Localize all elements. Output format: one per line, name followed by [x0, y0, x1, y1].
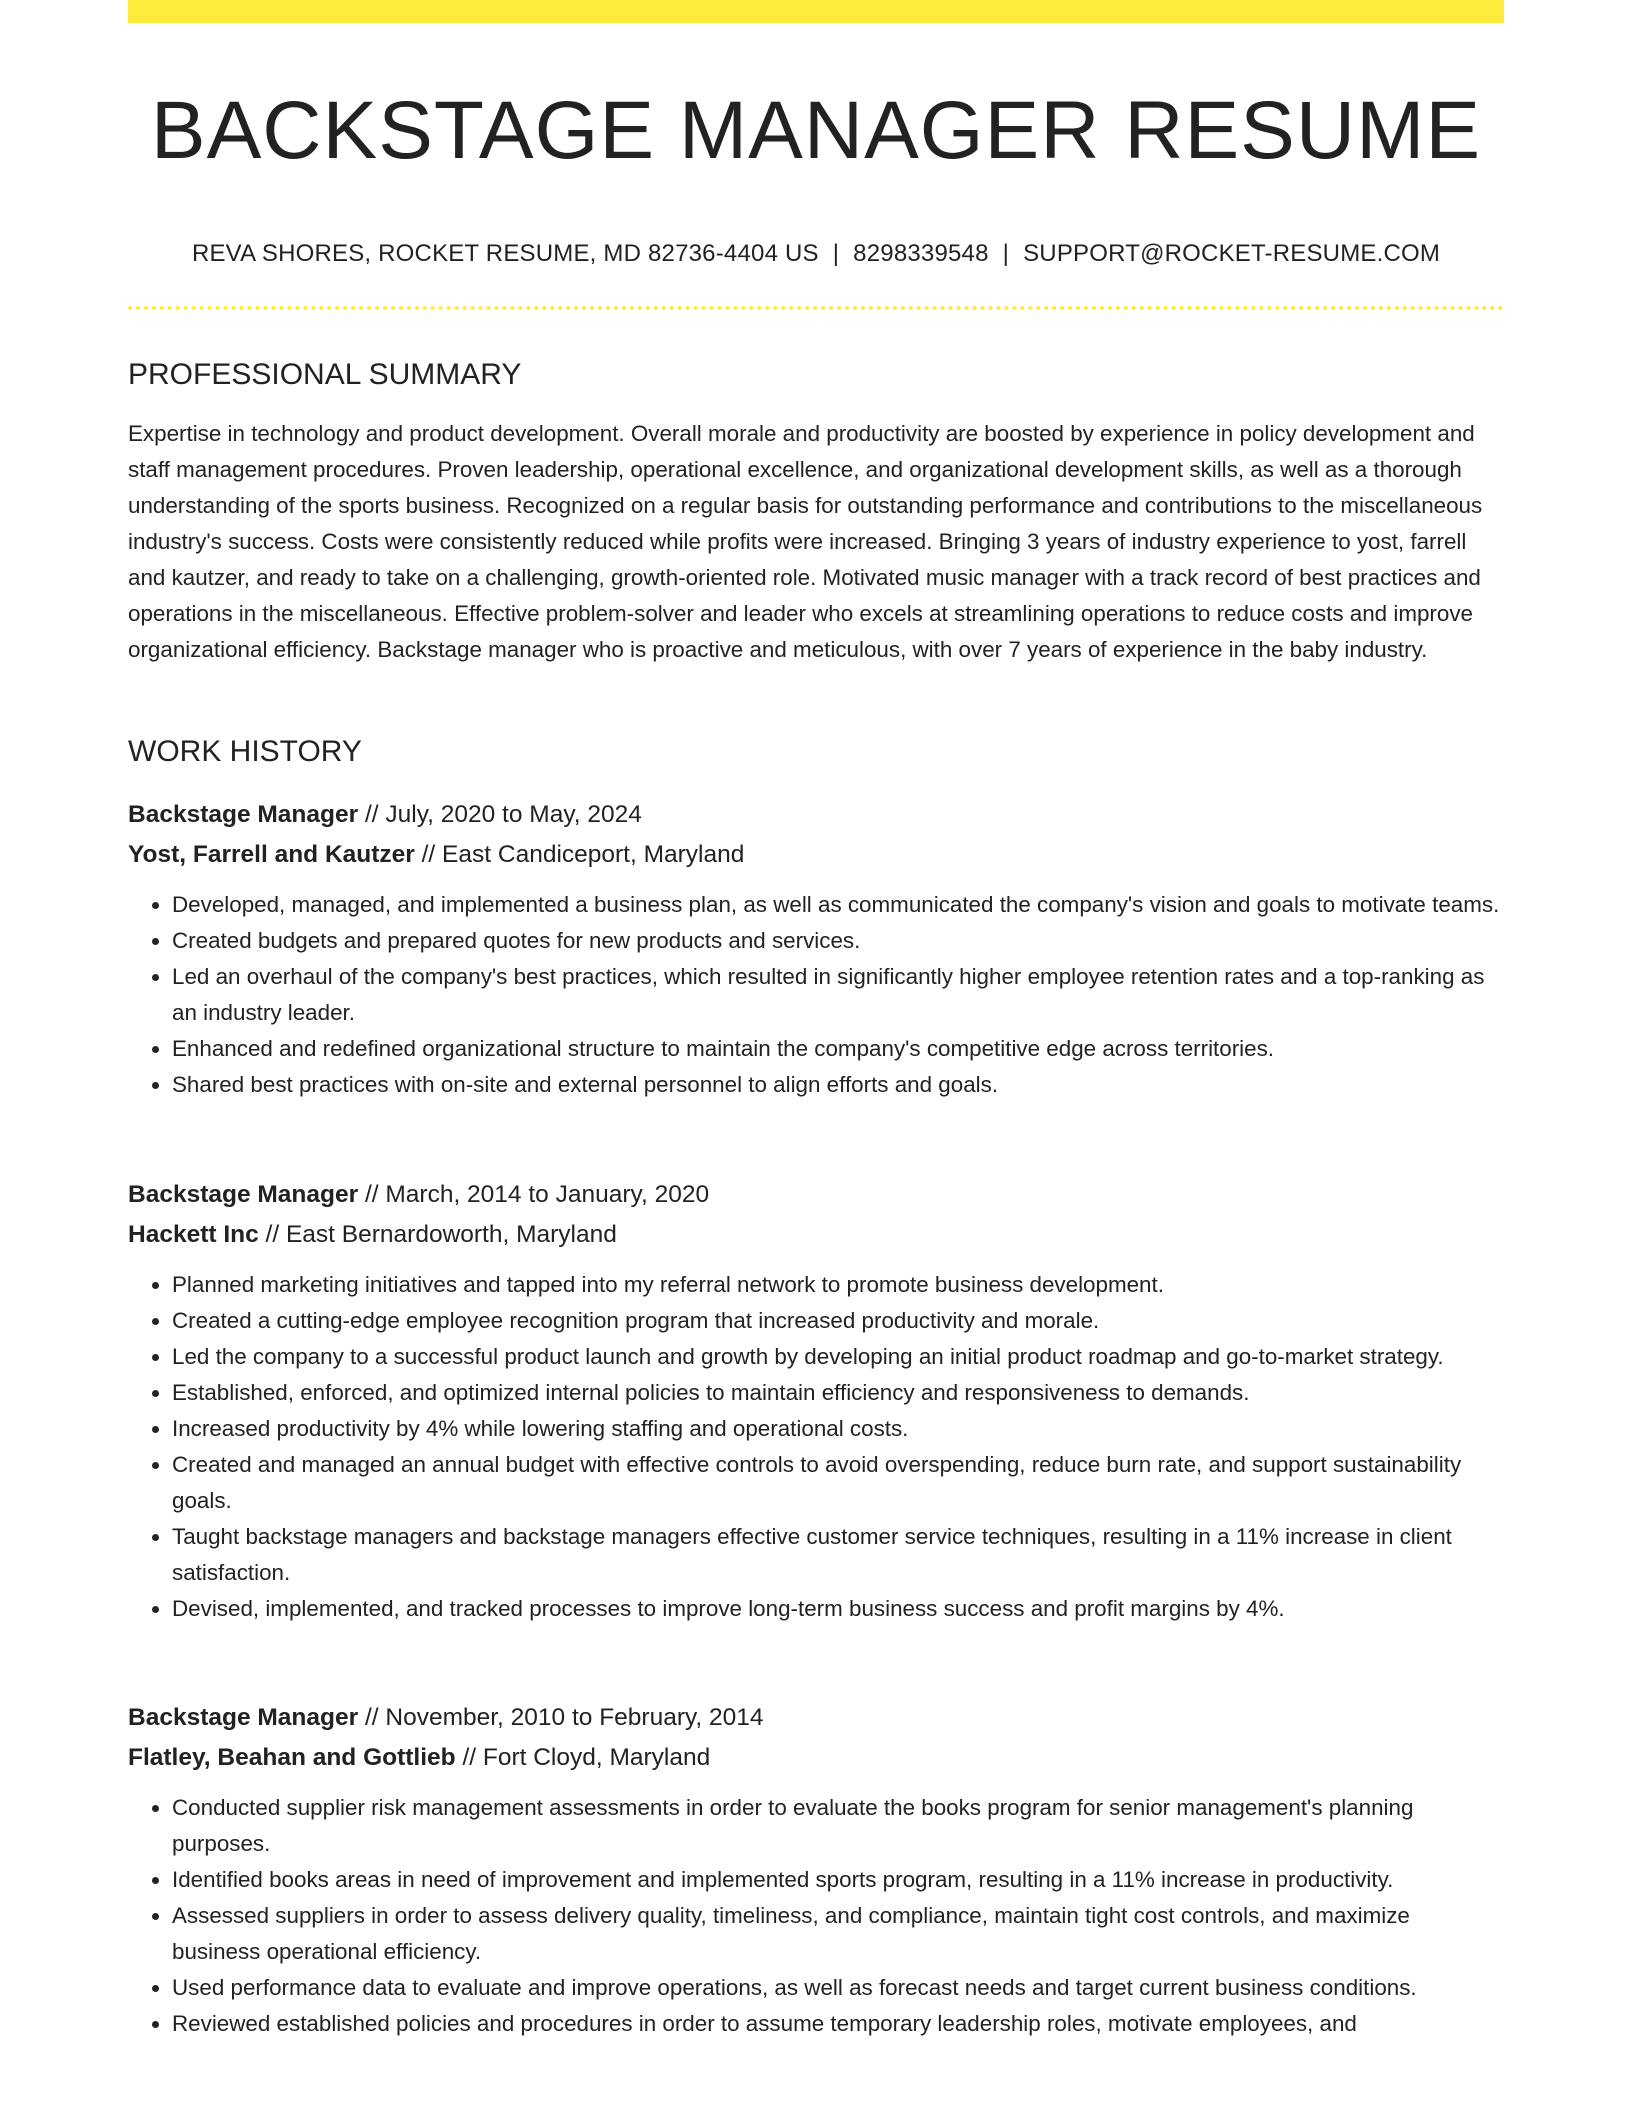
list-item: • Established, enforced, and optimized internal policies to maintain efficiency and responsiveness to demands. [172, 1375, 1504, 1411]
list-item: • Assessed suppliers in order to assess delivery quality, timeliness, and compliance, maintain tight cost controls, and maximize business operational efficiency. [172, 1898, 1504, 1970]
contact-line [128, 236, 1504, 272]
list-item: • Used performance data to evaluate and improve operations, as well as forecast needs and target current business conditions. [172, 1970, 1504, 2006]
dotted-divider [128, 306, 1504, 310]
list-item: • Created budgets and prepared quotes for new products and services. [172, 923, 1504, 959]
job-title-line [128, 795, 1504, 835]
job-company: Hackett Inc [128, 1221, 259, 1248]
job-bullets [128, 1790, 1504, 2042]
job-title: Backstage Manager [128, 1704, 359, 1731]
job-company-line [128, 1738, 1504, 1778]
list-item: • Led an overhaul of the company's best practices, which resulted in significantly higher employee retention rates and a top-ranking as an industry leader. [172, 959, 1504, 1031]
list-item: • Shared best practices with on-site and external personnel to align efforts and goals. [172, 1067, 1504, 1103]
job-location: East Bernardoworth, Maryland [285, 1221, 617, 1248]
list-item: • Created and managed an annual budget with effective controls to avoid overspending, reduce burn rate, and support sustainability goals. [172, 1447, 1504, 1519]
job-separator: // [358, 801, 386, 828]
list-item: • Conducted supplier risk management assessments in order to evaluate the books program for senior management's planning purposes. [172, 1790, 1504, 1862]
list-item: • Developed, managed, and implemented a business plan, as well as communicated the company's vision and goals to motivate teams. [172, 887, 1504, 923]
job-title: Backstage Manager [128, 1181, 359, 1208]
list-item: • Identified books areas in need of improvement and implemented sports program, resulting in a 11% increase in productivity. [172, 1862, 1504, 1898]
job-entry [128, 1175, 1504, 1627]
job-entry [128, 795, 1504, 1103]
job-title: Backstage Manager [128, 801, 359, 828]
job-bullets [128, 1267, 1504, 1627]
job-company: Flatley, Beahan and Gottlieb [128, 1744, 456, 1771]
job-company: Yost, Farrell and Kautzer [128, 841, 415, 868]
page-title: BACKSTAGE MANAGER RESUME [150, 85, 1482, 176]
job-title-line [128, 1698, 1504, 1738]
job-separator: // [414, 841, 443, 868]
job-dates: July, 2020 to May, 2024 [385, 801, 642, 828]
job-company-line [128, 835, 1504, 875]
list-item: • Enhanced and redefined organizational structure to maintain the company's competitive edge across territories. [172, 1031, 1504, 1067]
job-company-line [128, 1215, 1504, 1255]
job-entry [128, 1698, 1504, 2042]
list-item: • Created a cutting-edge employee recognition program that increased productivity and morale. [172, 1303, 1504, 1339]
summary-text: Expertise in technology and product development. Overall morale and productivity are boosted by experience in policy development and staff management procedures. Proven leadership, operational excellence, and organizational development skills, as well as a thorough understanding of the sports business. Recognized on a regular basis for outstanding performance and contributions to the miscellaneous industry's success. Costs were consistently reduced while profits were increased. Bringing 3 years of industry experience to yost, farrell and kautzer, and ready to take on a challenging, growth-oriented role. Motivated music manager with a track record of best practices and operations in the miscellaneous. Effective problem-solver and leader who excels at streamlining operations to reduce costs and improve organizational efficiency. Backstage manager who is proactive and meticulous, with over 7 years of experience in the baby industry. [128, 421, 1483, 662]
list-item: • Led the company to a successful product launch and growth by developing an initial product roadmap and go-to-market strategy. [172, 1339, 1504, 1375]
job-separator: // [358, 1181, 386, 1208]
list-item: • Increased productivity by 4% while lowering staffing and operational costs. [172, 1411, 1504, 1447]
accent-bar [128, 0, 1504, 23]
contact-separator: | [832, 240, 840, 267]
list-item: • Reviewed established policies and procedures in order to assume temporary leadership roles, motivate employees, and [172, 2006, 1504, 2042]
job-separator: // [455, 1744, 483, 1771]
job-separator: // [358, 1704, 386, 1731]
summary-heading: PROFESSIONAL SUMMARY [128, 358, 522, 391]
job-separator: // [258, 1221, 286, 1248]
job-title-line [128, 1175, 1504, 1215]
contact-address: REVA SHORES, ROCKET RESUME, MD 82736-4404 US [191, 240, 819, 267]
job-location: East Candiceport, Maryland [442, 841, 745, 868]
job-location: Fort Cloyd, Maryland [482, 1744, 711, 1771]
list-item: • Devised, implemented, and tracked processes to improve long-term business success and profit margins by 4%. [172, 1591, 1504, 1627]
job-bullets [128, 887, 1504, 1103]
work-history-heading: WORK HISTORY [128, 735, 362, 768]
contact-separator: | [1002, 240, 1010, 267]
job-dates: March, 2014 to January, 2020 [385, 1181, 710, 1208]
contact-phone: 8298339548 [853, 240, 989, 267]
list-item: • Planned marketing initiatives and tapped into my referral network to promote business development. [172, 1267, 1504, 1303]
job-dates: November, 2010 to February, 2014 [385, 1704, 764, 1731]
list-item: • Taught backstage managers and backstage managers effective customer service techniques, resulting in a 11% increase in client satisfaction. [172, 1519, 1504, 1591]
contact-email: SUPPORT@ROCKET-RESUME.COM [1023, 240, 1441, 267]
